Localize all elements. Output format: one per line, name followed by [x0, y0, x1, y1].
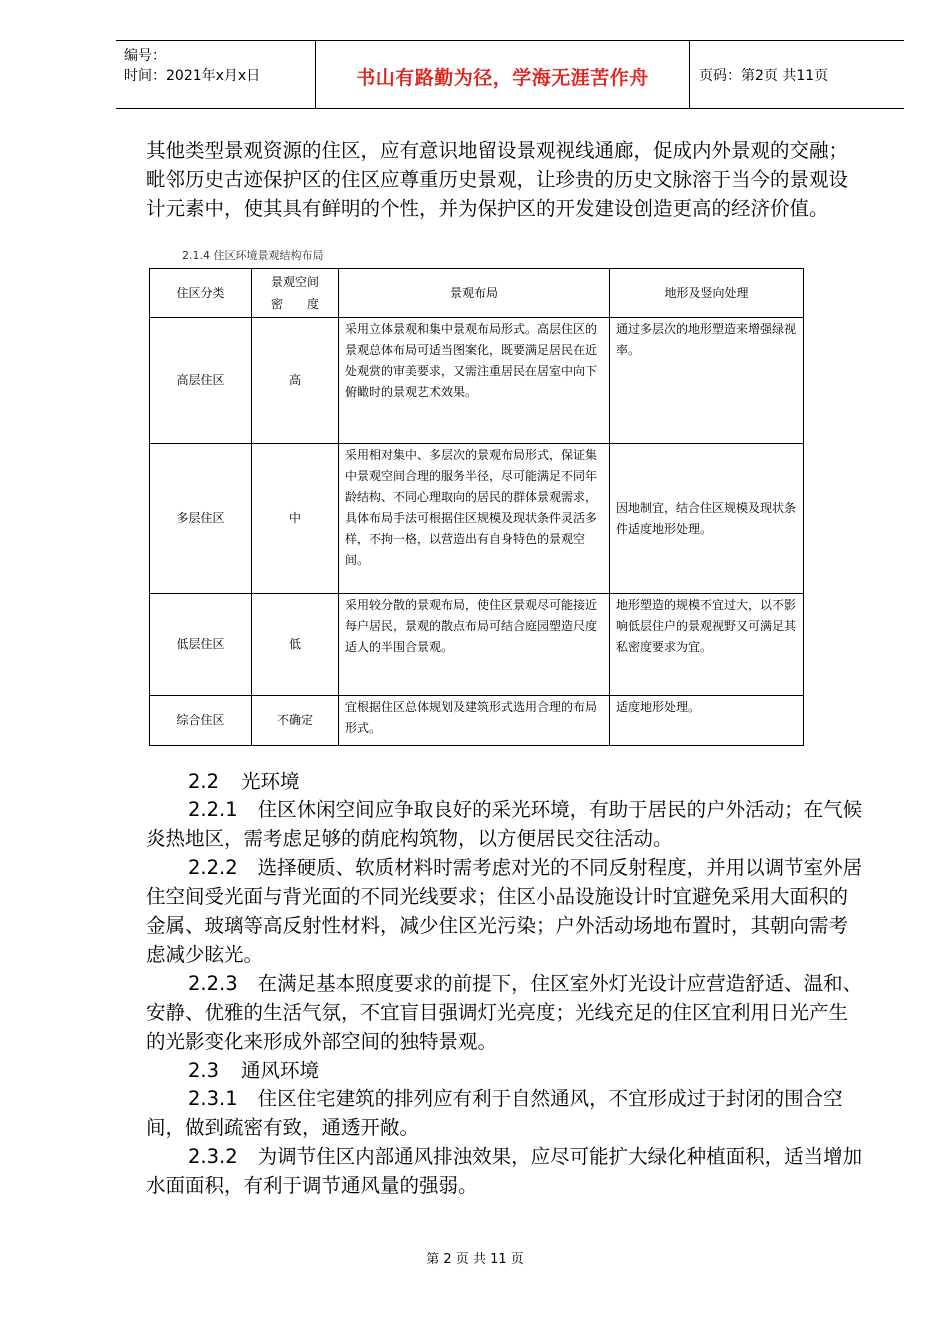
landscape-structure-table [149, 268, 804, 746]
row-terrain: 地形塑造的规模不宜过大，以不影响低层住户的景观视野又可满足其私密度要求为宜。 [610, 594, 804, 696]
section-number: 2.3.1 [188, 1087, 238, 1110]
section-number: 2.2.3 [188, 972, 238, 995]
row-layout: 宜根据住区总体规划及建筑形式选用合理的布局形式。 [339, 696, 610, 746]
section-text: 在满足基本照度要求的前提下，住区室外灯光设计应营造舒适、温和、安静、优雅的生活气氛，不宜盲目强调灯光亮度；光线充足的住区宜利用日光产生的光影变化来形成外部空间的独特景观。 [146, 972, 863, 1053]
footer-middle: 页 共 [455, 1252, 486, 1267]
section-number: 2.2 [188, 770, 220, 793]
row-terrain: 因地制宜，结合住区规模及现状条件适度地形处理。 [610, 444, 804, 594]
header-page-info: 页码：第2页 共11页 [699, 68, 829, 84]
table-header-row [150, 269, 804, 318]
header-density-line1: 景观空间 [270, 275, 319, 289]
row-terrain: 通过多层次的地形塑造来增强绿视率。 [610, 318, 804, 444]
table-row [150, 318, 804, 444]
row-terrain: 适度地形处理。 [610, 696, 804, 746]
row-type: 多层住区 [150, 444, 252, 594]
section-number: 2.3.2 [188, 1145, 238, 1168]
row-layout: 采用较分散的景观布局，使住区景观尽可能接近每户居民，景观的散点布局可结合庭园塑造尺度适人的半围合景观。 [339, 594, 610, 696]
row-density: 高 [252, 318, 339, 444]
section-2-2-1 [146, 795, 866, 853]
footer-suffix: 页 [510, 1252, 524, 1267]
table-row [150, 696, 804, 746]
section-2-2-2 [146, 853, 866, 969]
section-number: 2.2.2 [188, 856, 238, 879]
page-footer [0, 1248, 950, 1267]
document-number-label: 编号： [124, 48, 166, 64]
section-text: 为调节住区内部通风排浊效果，应尽可能扩大绿化种植面积，适当增加水面面积，有利于调节通风量的强弱。 [146, 1145, 863, 1197]
header-motto: 书山有路勤为径，学海无涯苦作舟 [356, 67, 649, 89]
header-landscape-layout: 景观布局 [339, 269, 610, 318]
footer-total-pages: 11 [490, 1252, 507, 1267]
header-terrain: 地形及竖向处理 [610, 269, 804, 318]
intro-paragraph: 其他类型景观资源的住区，应有意识地留设景观视线通廊，促成内外景观的交融；毗邻历史古迹保护区的住区应尊重历史景观，让珍贵的历史文脉溶于当今的景观设计元素中，使其具有鲜明的个性，并为保护区的开发建设创造更高的经济价值。 [146, 139, 849, 220]
section-title: 通风环境 [241, 1059, 320, 1082]
header-residential-type: 住区分类 [150, 269, 252, 318]
header-meta-cell [116, 41, 314, 108]
header-motto-cell [315, 41, 690, 108]
section-2-3-2 [146, 1142, 866, 1200]
header-density-line2: 密 度 [270, 297, 319, 311]
section-text: 选择硬质、软质材料时需考虑对光的不同反射程度，并用以调节室外居住空间受光面与背光面的不同光线要求；住区小品设施设计时宜避免采用大面积的金属、玻璃等高反射性材料，减少住区光污染；户外活动场地布置时，其朝向需考虑减少眩光。 [146, 856, 863, 966]
row-type: 低层住区 [150, 594, 252, 696]
section-2-2-3 [146, 969, 866, 1056]
section-number: 2.3 [188, 1059, 220, 1082]
row-type: 综合住区 [150, 696, 252, 746]
footer-page-number: 2 [443, 1252, 452, 1267]
row-density: 不确定 [252, 696, 339, 746]
header-landscape-density [252, 269, 339, 318]
row-layout: 采用相对集中、多层次的景观布局形式，保证集中景观空间合理的服务半径，尽可能满足不同年龄结构、不同心理取向的居民的群体景观需求，具体布局手法可根据住区规模及现状条件灵活多样，不拘一格，以营造出有自身特色的景观空间。 [339, 444, 610, 594]
section-text: 住区休闲空间应争取良好的采光环境，有助于居民的户外活动；在气候炎热地区，需考虑足够的荫庇构筑物，以方便居民交往活动。 [146, 798, 863, 850]
page-header [116, 40, 904, 109]
document-time-label: 时间：2021年x月x日 [124, 68, 261, 84]
footer-prefix: 第 [426, 1252, 440, 1267]
row-layout: 采用立体景观和集中景观布局形式。高层住区的景观总体布局可适当图案化，既要满足居民在近处观赏的审美要求，又需注重居民在居室中向下俯瞰时的景观艺术效果。 [339, 318, 610, 444]
section-text: 住区住宅建筑的排列应有利于自然通风，不宜形成过于封闭的围合空间，做到疏密有致，通透开敞。 [146, 1087, 843, 1139]
section-title: 光环境 [241, 770, 300, 793]
row-type: 高层住区 [150, 318, 252, 444]
header-page-cell [689, 41, 904, 108]
table-caption: 2.1.4 住区环境景观结构布局 [182, 249, 324, 262]
section-heading-2-3 [188, 1055, 319, 1083]
row-density: 中 [252, 444, 339, 594]
row-density: 低 [252, 594, 339, 696]
section-number: 2.2.1 [188, 798, 238, 821]
section-heading-2-2 [188, 766, 300, 794]
table-row [150, 444, 804, 594]
table-row [150, 594, 804, 696]
section-2-3-1 [146, 1084, 866, 1142]
